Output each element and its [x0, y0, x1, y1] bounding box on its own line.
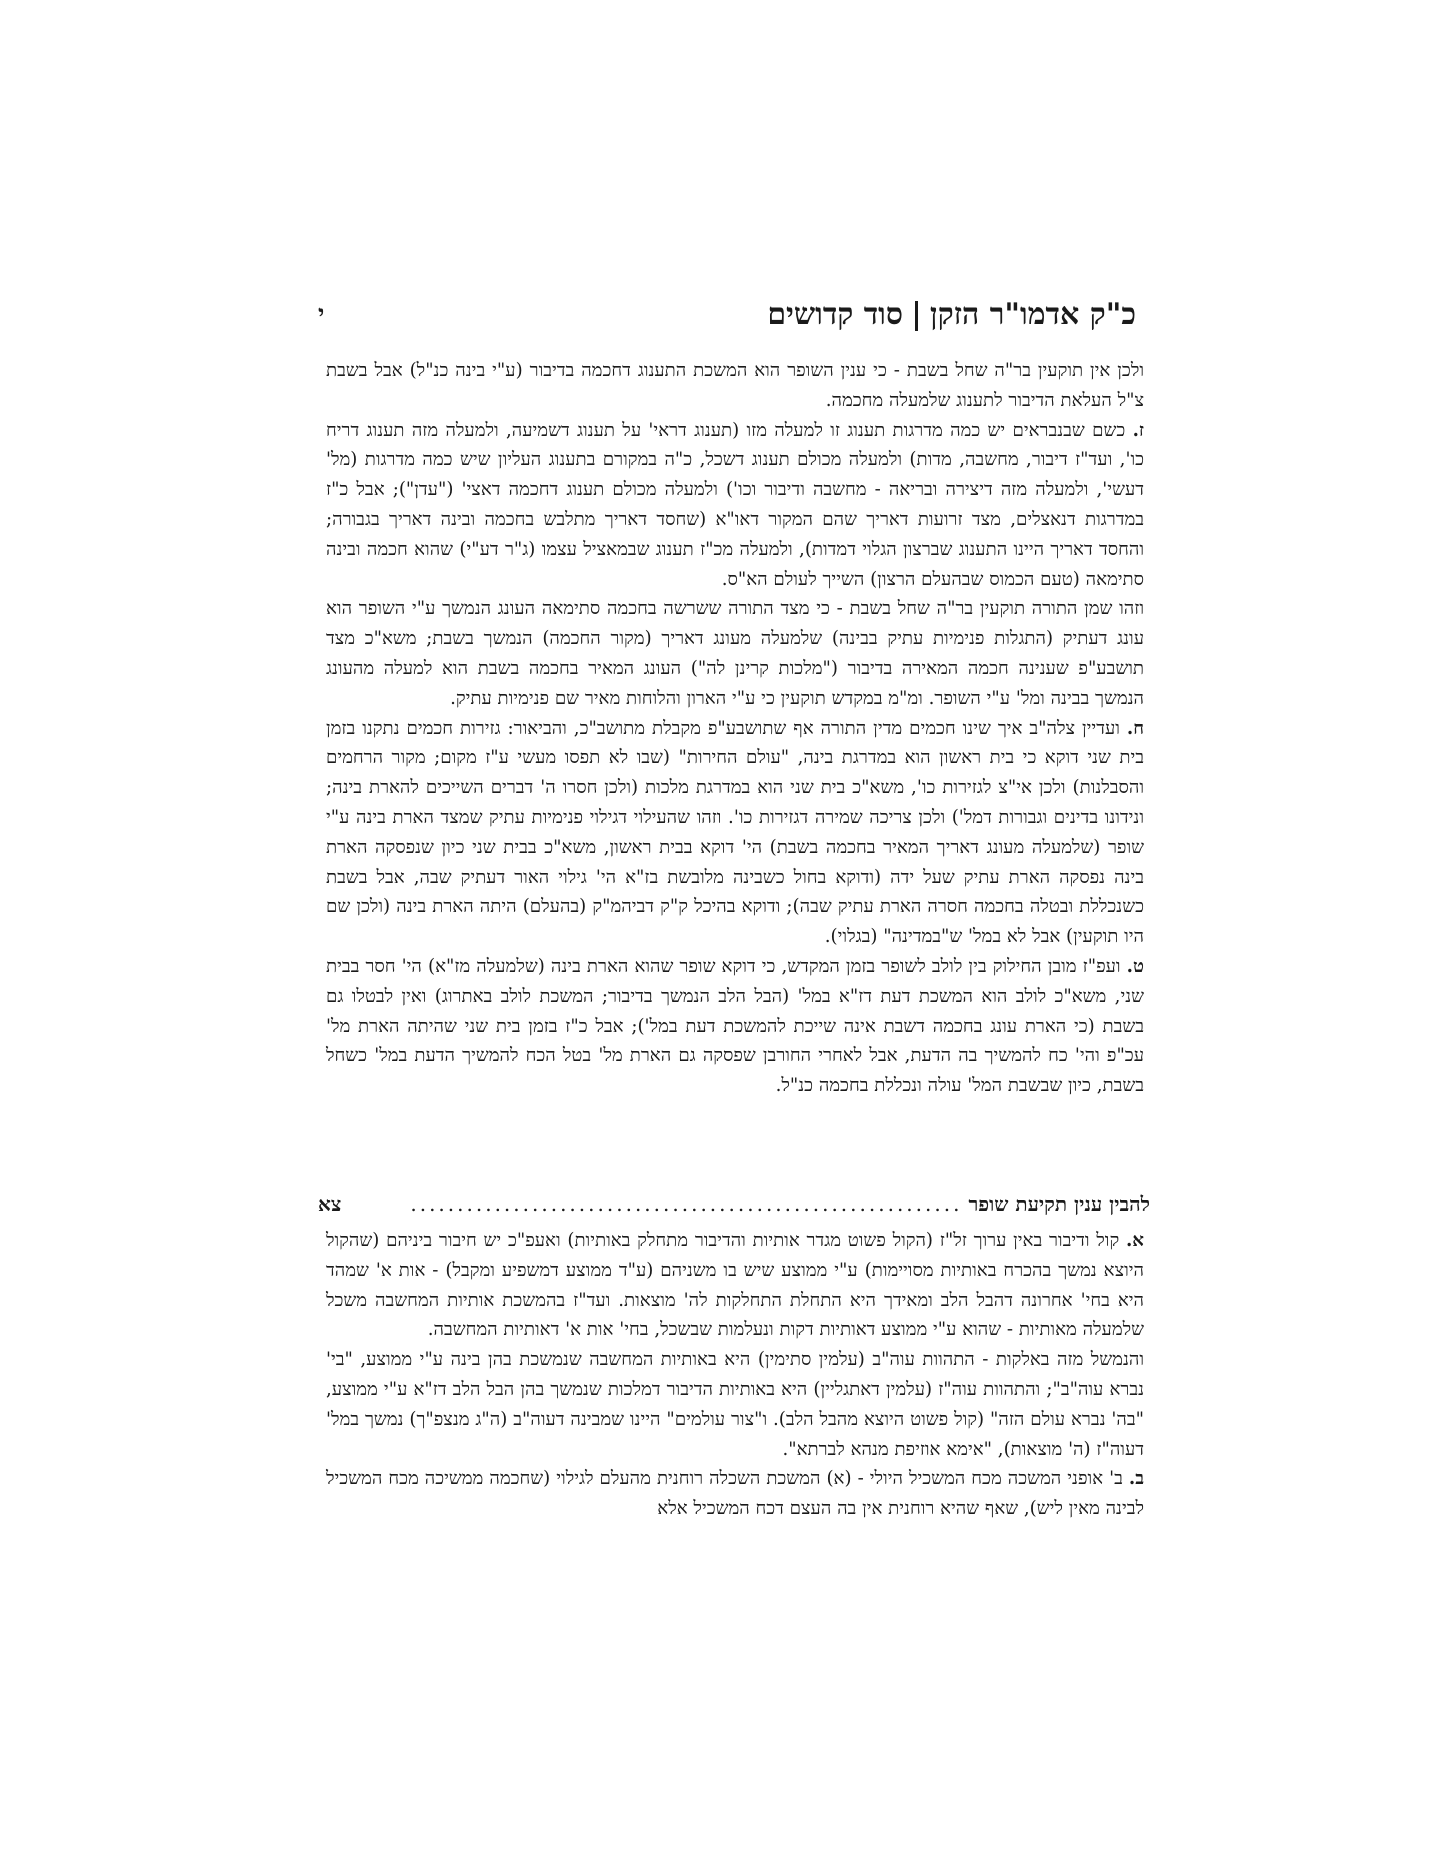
paragraph-text: ולכן אין תוקעין בר"ה שחל בשבת - כי ענין השופר הוא המשכת התענוג דחכמה בדיבור (ע"י בינה כנ"ל) אבל בשבת צ"ל העלאת הדיבור לתענוג שלמעלה מחכמה. — [326, 360, 1144, 411]
paragraph — [326, 714, 1144, 952]
header-title — [767, 297, 1136, 332]
section-label: א. — [1125, 1230, 1144, 1251]
section-label: ט. — [1126, 955, 1144, 977]
paragraph — [326, 952, 1144, 1101]
paragraph-text: ועפ"ז מובן החילוק בין לולב לשופר בזמן המקדש, כי דוקא שופר שהוא הארת בינה (שלמעלה מז"א) הי' חסר בבית שני, משא"כ לולב הוא המשכת דעת דז"א במל' (הבל הלב הנמשך בדיבור; המשכת לולב באתרוג) ואין לבטלו גם בשבת (כי הארת עונג בחכמה דשבת אינה שייכת להמשכת דעת במל'); אבל כ"ז בזמן בית שני שהיתה הארת מל' עכ"פ והי' כח להמשיך בה הדעת, אבל לאחרי החורבן שפסקה גם הארת מל' בטל הכח להמשיך הדעת במל' כשחל בשבת, כיון שבשבת המל' עולה ונכללת בחכמה כנ"ל. — [326, 955, 1144, 1097]
section-label: ב. — [1128, 1468, 1144, 1490]
paragraph — [326, 416, 1144, 595]
paragraph-text: ב' אופני המשכה מכח המשכיל היולי - (א) המשכת השכלה רוחנית מהעלם לגילוי (שחכמה ממשיכה מכח המשכיל לבינה מאין ליש), שאף שהיא רוחנית אין בה העצם דכח המשכיל אלא — [326, 1468, 1144, 1520]
paragraph-text: קול ודיבור באין ערוך זל"ז (הקול פשוט מגדר אותיות והדיבור מתחלק באותיות) ואעפ"כ יש חיבור ביניהם (שהקול היוצא נמשך בהכרח באותיות מסויימות) ע"י ממוצע שיש בו משניהם (ע"ד ממוצע דמשפיע ומקבל) - אות א' שמהד היא בחי' אחרונה דהבל הלב ומאידך היא התחלת התחלקות לה' מוצאות. ועד"ז בהמשכת אותיות המחשבה משכל שלמעלה מאותיות - שהוא ע"י ממוצע דאותיות דקות ונעלמות שבשכל, בחי' אות א' דאותיות המחשבה. — [326, 1230, 1144, 1341]
paragraph-text: וזהו שמן התורה תוקעין בר"ה שחל בשבת - כי מצד התורה ששרשה בחכמה סתימאה העונג הנמשך ע"י השופר הוא עונג דעתיק (התגלות פנימיות עתיק בבינה) שלמעלה מעונג דאריך (מקור החכמה) הנמשך בשבת; משא"כ מצד תושבע"פ שענינה חכמה המאירה בדיבור ("מלכות קרינן לה") העונג המאיר בחכמה בשבת הוא למעלה מהעונג הנמשך בבינה ומל' ע"י השופר. ומ"מ במקדש תוקעין כי ע"י הארון והלוחות מאיר שם פנימיות עתיק. — [326, 598, 1144, 709]
paragraph-text: כשם שבנבראים יש כמה מדרגות תענוג זו למעלה מזו (תענוג דראי' על תענוג דשמיעה, ולמעלה מזה תענוג דריח כו', ועד"ז דיבור, מחשבה, מדות) ולמעלה מכולם תענוג דשכל, כ"ה במקורם בתענוג העליון שיש כמה מדרגות (מל' דעשי', ולמעלה מזה דיצירה ובריאה - מחשבה ודיבור וכו') ולמעלה מכולם תענוג דחכמה דאצי' ("עדן"); אבל כ"ז במדרגות דנאצלים, מצד זרועות דאריך שהם המקור דאו"א (שחסד דאריך מתלבש בחכמה ובינה דאריך בגבורה; והחסד דאריך היינו התענוג שברצון הגלוי דמדות), ולמעלה מכ"ז תענוג שבמאציל עצמו (ג"ר דע"י) שהוא חכמה ובינה סתימאה (טעם הכמוס שבהעלם הרצון) השייך לעולם הא"ס. — [326, 419, 1144, 590]
page-number: י — [318, 299, 325, 328]
paragraph — [326, 594, 1144, 713]
toc-entry-page: צא — [318, 1192, 342, 1216]
header-title-right: סוד קדושים — [767, 296, 903, 332]
paragraph-text: ועדיין צלה"ב איך שינו חכמים מדין התורה אף שתושבע"פ מקבלת מתושב"כ, והביאור: גזירות חכמים נתקנו בזמן בית שני דוקא כי בית ראשון הוא במדרגת בינה, "עולם החירות" (שבו לא תפסו מעשי ע"ז מקום; מקור הרחמים והסבלנות) ולכן אי"צ לגזירות כו', משא"כ בית שני הוא במדרגת מלכות (ולכן חסרו ה' דברים השייכים להארת בינה; ונידונו בדינים וגבורות דמל') ולכן צריכה שמירה דגזירות כו'. וזהו שהעילוי דגילוי פנימיות עתיק שמצד הארת בינה ע"י שופר (שלמעלה מעונג דאריך המאיר בחכמה בשבת) הי' דוקא בבית ראשון, משא"כ בבית שני כיון שנפסקה הארת בינה נפסקה הארת עתיק שעל ידה (ודוקא בחול כשבינה מלובשת בז"א הי' גילוי האור דעתיק שבה, אבל בשבת כשנכללת ובטלה בחכמה חסרה הארת עתיק שבה); ודוקא בהיכל ק"ק דביהמ"ק (בהעלם) היתה הארת בינה (ולכן שם היו תוקעין) אבל לא במל' ש"במדינה" (בגלוי). — [326, 717, 1144, 948]
paragraph — [326, 1345, 1144, 1464]
toc-entry-title: להבין ענין תקיעת שופר — [968, 1192, 1150, 1216]
toc-leader-dots: ........................................................... — [410, 1192, 963, 1216]
body-text-top — [326, 356, 1144, 1101]
section-label: ז. — [1132, 419, 1144, 441]
header-title-left: כ"ק אדמו"ר הזקן — [929, 296, 1136, 332]
paragraph-text: והנמשל מזה באלקות - התהוות עוה"ב (עלמין סתימין) היא באותיות המחשבה שנמשכת בהן בינה ע"י ממוצע, "בי' נברא עוה"ב"; והתהוות עוה"ז (עלמין דאתגליין) היא באותיות הדיבור דמלכות שנמשך בהן הבל הלב דז"א ע"י ממוצע, "בה' נברא עולם הזה" (קול פשוט היוצא מהבל הלב). ו"צור עולמים" היינו שמבינה דעוה"ב (ה"ג מנצפ"ך) נמשך במל' דעוה"ז (ה' מוצאות), "אימא אוזיפת מנהא לברתא". — [326, 1349, 1144, 1460]
running-header — [318, 292, 1136, 336]
paragraph — [326, 1464, 1144, 1524]
toc-entry — [318, 1192, 1150, 1226]
body-text-bottom — [326, 1226, 1144, 1524]
paragraph — [326, 1226, 1144, 1345]
paragraph — [326, 356, 1144, 416]
section-label: ח. — [1126, 717, 1144, 739]
header-separator — [915, 301, 918, 331]
